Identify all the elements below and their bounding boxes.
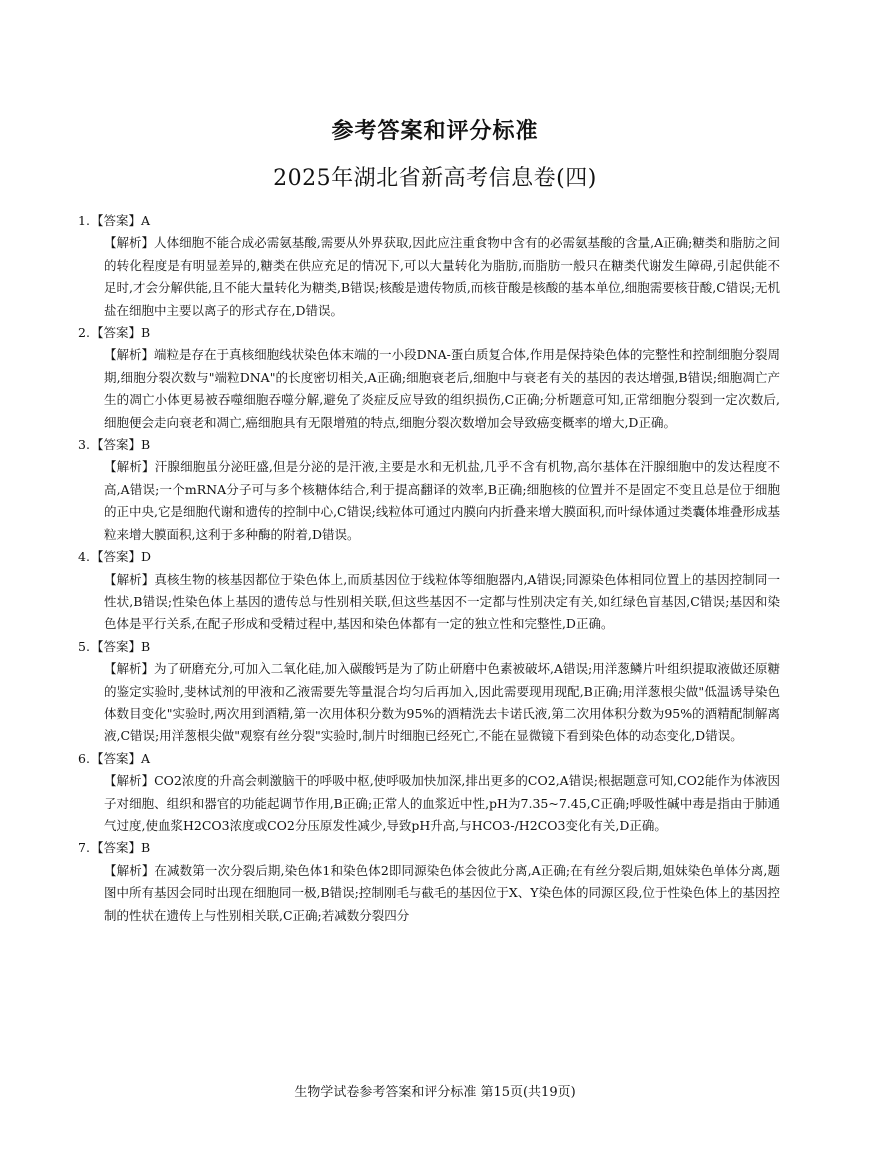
answer-label: 【答案】B (91, 437, 151, 453)
answer-label: 【答案】D (91, 549, 152, 565)
answer-label: 【答案】B (91, 325, 151, 341)
answer-list (78, 210, 781, 927)
answer-line (78, 837, 780, 859)
question-item (78, 434, 780, 546)
question-item (78, 322, 780, 434)
question-item (78, 748, 780, 838)
answer-label: 【答案】A (91, 750, 151, 766)
analysis-text: 【解析】人体细胞不能合成必需氨基酸,需要从外界获取,因此应注重食物中含有的必需氨基酸的含量,A正确;糖类和脂肪之间的转化程度是有明显差异的,糖类在供应充足的情况下,可以大量转化为脂肪,而脂肪一般只在糖类代谢发生障碍,引起供能不足时,才会分解供能,且不能大量转化为糖类,B错误;核酸是遗传物质,而核苷酸是核酸的基本单位,细胞需要核苷酸,C错误;无机盐在细胞中主要以离子的形式存在,D错误。 (104, 235, 781, 318)
analysis-text: 【解析】CO2浓度的升高会刺激脑干的呼吸中枢,使呼吸加快加深,排出更多的CO2,A错误;根据题意可知,CO2能作为体液因子对细胞、组织和器官的功能起调节作用,B正确;正常人的血浆近中性,pH为7.35~7.45,C正确;呼吸性碱中毒是指由于肺通气过度,使血浆H2CO3浓度或CO2分压原发性减少,导致pH升高,与HCO3-/H2CO3变化有关,D正确。 (104, 773, 780, 833)
question-number: 2. (78, 325, 90, 341)
question-item (78, 837, 780, 927)
question-number: 3. (78, 437, 90, 453)
page-footer: 生物学试卷参考答案和评分标准 第15页(共19页) (294, 1085, 576, 1100)
question-number: 1. (78, 213, 90, 228)
question-number: 6. (78, 750, 90, 766)
question-item (78, 636, 780, 748)
analysis-text: 【解析】端粒是存在于真核细胞线状染色体末端的一小段DNA-蛋白质复合体,作用是保持染色体的完整性和控制细胞分裂周期,细胞分裂次数与"端粒DNA"的长度密切相关,A正确;细胞衰老后,细胞中与衰老有关的基因的表达增强,B错误;细胞凋亡产生的凋亡小体更易被吞噬细胞吞噬分解,避免了炎症反应导致的组织损伤,C正确;分析题意可知,正常细胞分裂到一定次数后,细胞便会走向衰老和凋亡,癌细胞具有无限增殖的特点,细胞分裂次数增加会导致癌变概率的增大,D正确。 (104, 347, 780, 430)
analysis-text: 【解析】在减数第一次分裂后期,染色体1和染色体2即同源染色体会彼此分离,A正确;在有丝分裂后期,姐妹染色单体分离,题图中所有基因会同时出现在细胞同一极,B错误;控制刚毛与截毛的基因位于X、Y染色体的同源区段,位于性染色体上的基因控制的性状在遗传上与性别相关联,C正确;若减数分裂四分 (104, 862, 780, 923)
answer-line (78, 322, 780, 344)
answer-line (78, 636, 780, 658)
question-number: 7. (78, 840, 90, 856)
analysis-text: 【解析】汗腺细胞虽分泌旺盛,但是分泌的是汗液,主要是水和无机盐,几乎不含有机物,高尔基体在汗腺细胞中的发达程度不高,A错误;一个mRNA分子可与多个核糖体结合,利于提高翻译的效率,B正确;细胞核的位置并不是固定不变且总是位于细胞的正中央,它是细胞代谢和遗传的控制中心,C错误;线粒体可通过内膜向内折叠来增大膜面积,而叶绿体通过类囊体堆叠形成基粒来增大膜面积,这利于多种酶的附着,D错误。 (104, 459, 780, 542)
question-item (78, 546, 780, 636)
question-number: 5. (78, 638, 90, 654)
answer-line (78, 434, 780, 456)
analysis-text: 【解析】为了研磨充分,可加入二氧化硅,加入碳酸钙是为了防止研磨中色素被破坏,A错误;用洋葱鳞片叶组织提取液做还原糖的鉴定实验时,斐林试剂的甲液和乙液需要先等量混合均匀后再加入,因此需要现用现配,B正确;用洋葱根尖做"低温诱导染色体数目变化"实验时,两次用到酒精,第一次用体积分数为95%的酒精洗去卡诺氏液,第二次用体积分数为95%的酒精配制解离液,C错误;用洋葱根尖做"观察有丝分裂"实验时,制片时细胞已经死亡,不能在显微镜下看到染色体的动态变化,D错误。 (104, 661, 780, 744)
answer-line (78, 546, 780, 568)
answer-label: 【答案】B (91, 840, 151, 856)
answer-label: 【答案】A (91, 213, 151, 228)
document-subtitle: 2025年湖北省新高考信息卷(四) (273, 166, 597, 191)
question-number: 4. (78, 549, 90, 565)
answer-line (78, 210, 780, 232)
document-title: 参考答案和评分标准 (331, 119, 539, 144)
answer-label: 【答案】B (91, 638, 151, 654)
question-item (78, 210, 781, 322)
analysis-text: 【解析】真核生物的核基因都位于染色体上,而质基因位于线粒体等细胞器内,A错误;同源染色体相同位置上的基因控制同一性状,B错误;性染色体上基因的遗传总与性别相关联,但这些基因不一定都与性别决定有关,如红绿色盲基因,C错误;基因和染色体是平行关系,在配子形成和受精过程中,基因和染色体都有一定的独立性和完整性,D正确。 (104, 571, 780, 632)
answer-line (78, 748, 780, 770)
